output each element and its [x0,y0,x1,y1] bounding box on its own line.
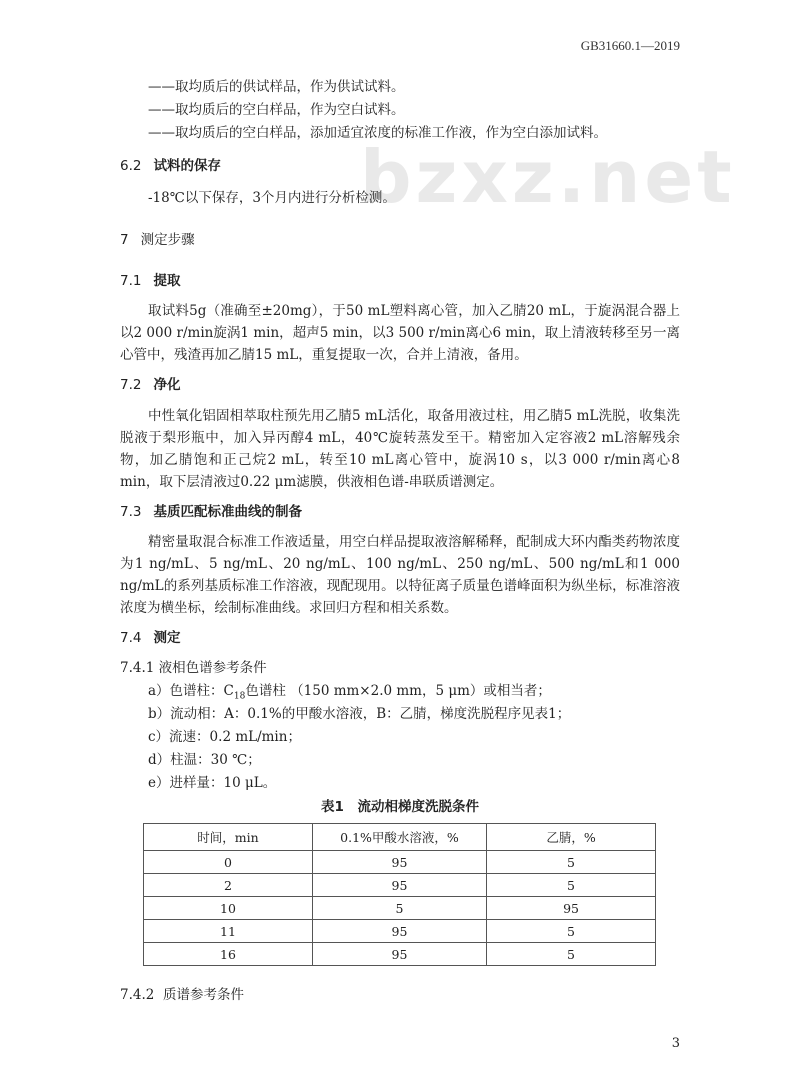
lc-condition-d: d）柱温：30 ℃； [148,752,261,768]
cell-acetonitrile: 5 [487,874,656,897]
section-7-2-paragraph [120,405,680,493]
section-title: 提取 [153,273,181,289]
standard-number: GB31660.1—2019 [580,38,680,53]
section-title: 测定步骤 [140,232,195,248]
header-formic-acid: 0.1%甲酸水溶液，% [312,824,486,851]
section-title: 测定 [153,630,181,646]
lc-condition-b: b）流动相：A：0.1%的甲酸水溶液，B：乙腈，梯度洗脱程序见表1； [148,706,571,722]
section-7-3-heading [120,501,302,523]
cell-formic-acid: 95 [312,874,486,897]
table-row [144,897,656,920]
section-7-2-heading [120,374,180,396]
cell-time: 0 [144,851,313,874]
paragraph-text: 精密量取混合标准工作液适量，用空白样品提取液溶解稀释，配制成大环内酯类药物浓度为1 ng/mL、5 ng/mL、20 ng/mL、100 ng/mL、250 ng/mL、500 ng/mL和1 000 ng/mL的系列基质标准工作溶液，现配现用。以特征离子质量色谱峰面积为纵坐标，标准溶液浓度为横坐标，绘制标准曲线。求回归方程和相关系数。 [120,534,680,616]
section-number: 7.4 [120,630,142,646]
section-number: 6.2 [120,158,142,174]
section-title: 质谱参考条件 [162,987,244,1003]
section-number: 7.4.2 [120,987,155,1003]
section-number: 7.2 [120,377,142,393]
table-row [144,920,656,943]
cell-acetonitrile: 95 [487,897,656,920]
cell-time: 11 [144,920,313,943]
header-acetonitrile: 乙腈，% [487,824,656,851]
cell-acetonitrile: 5 [487,943,656,966]
paragraph-text: 取试料5g（准确至±20mg），于50 mL塑料离心管，加入乙腈20 mL，于旋涡混合器上以2 000 r/min旋涡1 min，超声5 min，以3 500 r/min离心6 min，取上清液转移至另一离心管中，残渣再加乙腈15 mL，重复提取一次，合并上清液，备用。 [120,303,680,363]
intro-line-2: ——取均质后的空白样品，作为空白试料。 [148,102,405,118]
page-number: 3 [671,1036,680,1051]
intro-line-1: ——取均质后的供试样品，作为供试试料。 [148,79,405,95]
cell-formic-acid: 5 [312,897,486,920]
section-title: 液相色谱参考条件 [158,660,267,676]
intro-line-3: ——取均质后的空白样品，添加适宜浓度的标准工作液，作为空白添加试料。 [148,125,607,141]
section-title: 基质匹配标准曲线的制备 [153,504,302,520]
lc-condition-c: c）流速：0.2 mL/min； [148,729,301,745]
section-number: 7.1 [120,273,142,289]
cell-formic-acid: 95 [312,851,486,874]
section-title: 试料的保存 [153,158,221,174]
section-7-4-heading [120,627,180,649]
section-number: 7.4.1 [120,660,155,676]
section-7-4-2-heading [120,984,244,1006]
table-row [144,943,656,966]
cell-time: 2 [144,874,313,897]
table-caption: 表1 流动相梯度洗脱条件 [321,799,479,815]
cell-time: 16 [144,943,313,966]
cell-acetonitrile: 5 [487,851,656,874]
gradient-table [143,823,656,966]
section-6-2-text: -18℃以下保存，3个月内进行分析检测。 [148,190,396,206]
section-number: 7 [120,232,129,248]
cell-time: 10 [144,897,313,920]
section-7-4-1-heading [120,657,267,679]
lc-condition-e: e）进样量：10 μL。 [148,775,277,791]
lc-condition-a-post: 色谱柱 （150 mm×2.0 mm，5 μm）或相当者； [245,683,551,699]
paragraph-text: 中性氧化铝固相萃取柱预先用乙腈5 mL活化，取备用液过柱，用乙腈5 mL洗脱，收集洗脱液于梨形瓶中，加入异丙醇4 mL，40℃旋转蒸发至干。精密加入定容液2 mL溶解残余物，加乙腈饱和正己烷2 mL，转至10 mL离心管中，旋涡10 s，以3 000 r/min离心8 min，取下层清液过0.22 μm滤膜，供液相色谱-串联质谱测定。 [120,408,680,490]
cell-acetonitrile: 5 [487,920,656,943]
cell-formic-acid: 95 [312,943,486,966]
lc-condition-a-pre: a）色谱柱：C [148,683,234,699]
watermark: bzxz.net [360,135,736,219]
table-header-row [144,824,656,851]
header-time: 时间，min [144,824,313,851]
section-7-3-paragraph [120,531,680,619]
lc-condition-a-sub: 18 [233,691,246,702]
section-number: 7.3 [120,504,142,520]
section-title: 净化 [153,377,181,393]
table-row [144,851,656,874]
section-7-heading [120,229,195,251]
section-6-2-heading [120,155,221,177]
cell-formic-acid: 95 [312,920,486,943]
table-row [144,874,656,897]
section-7-1-paragraph [120,300,680,366]
section-7-1-heading [120,270,180,292]
